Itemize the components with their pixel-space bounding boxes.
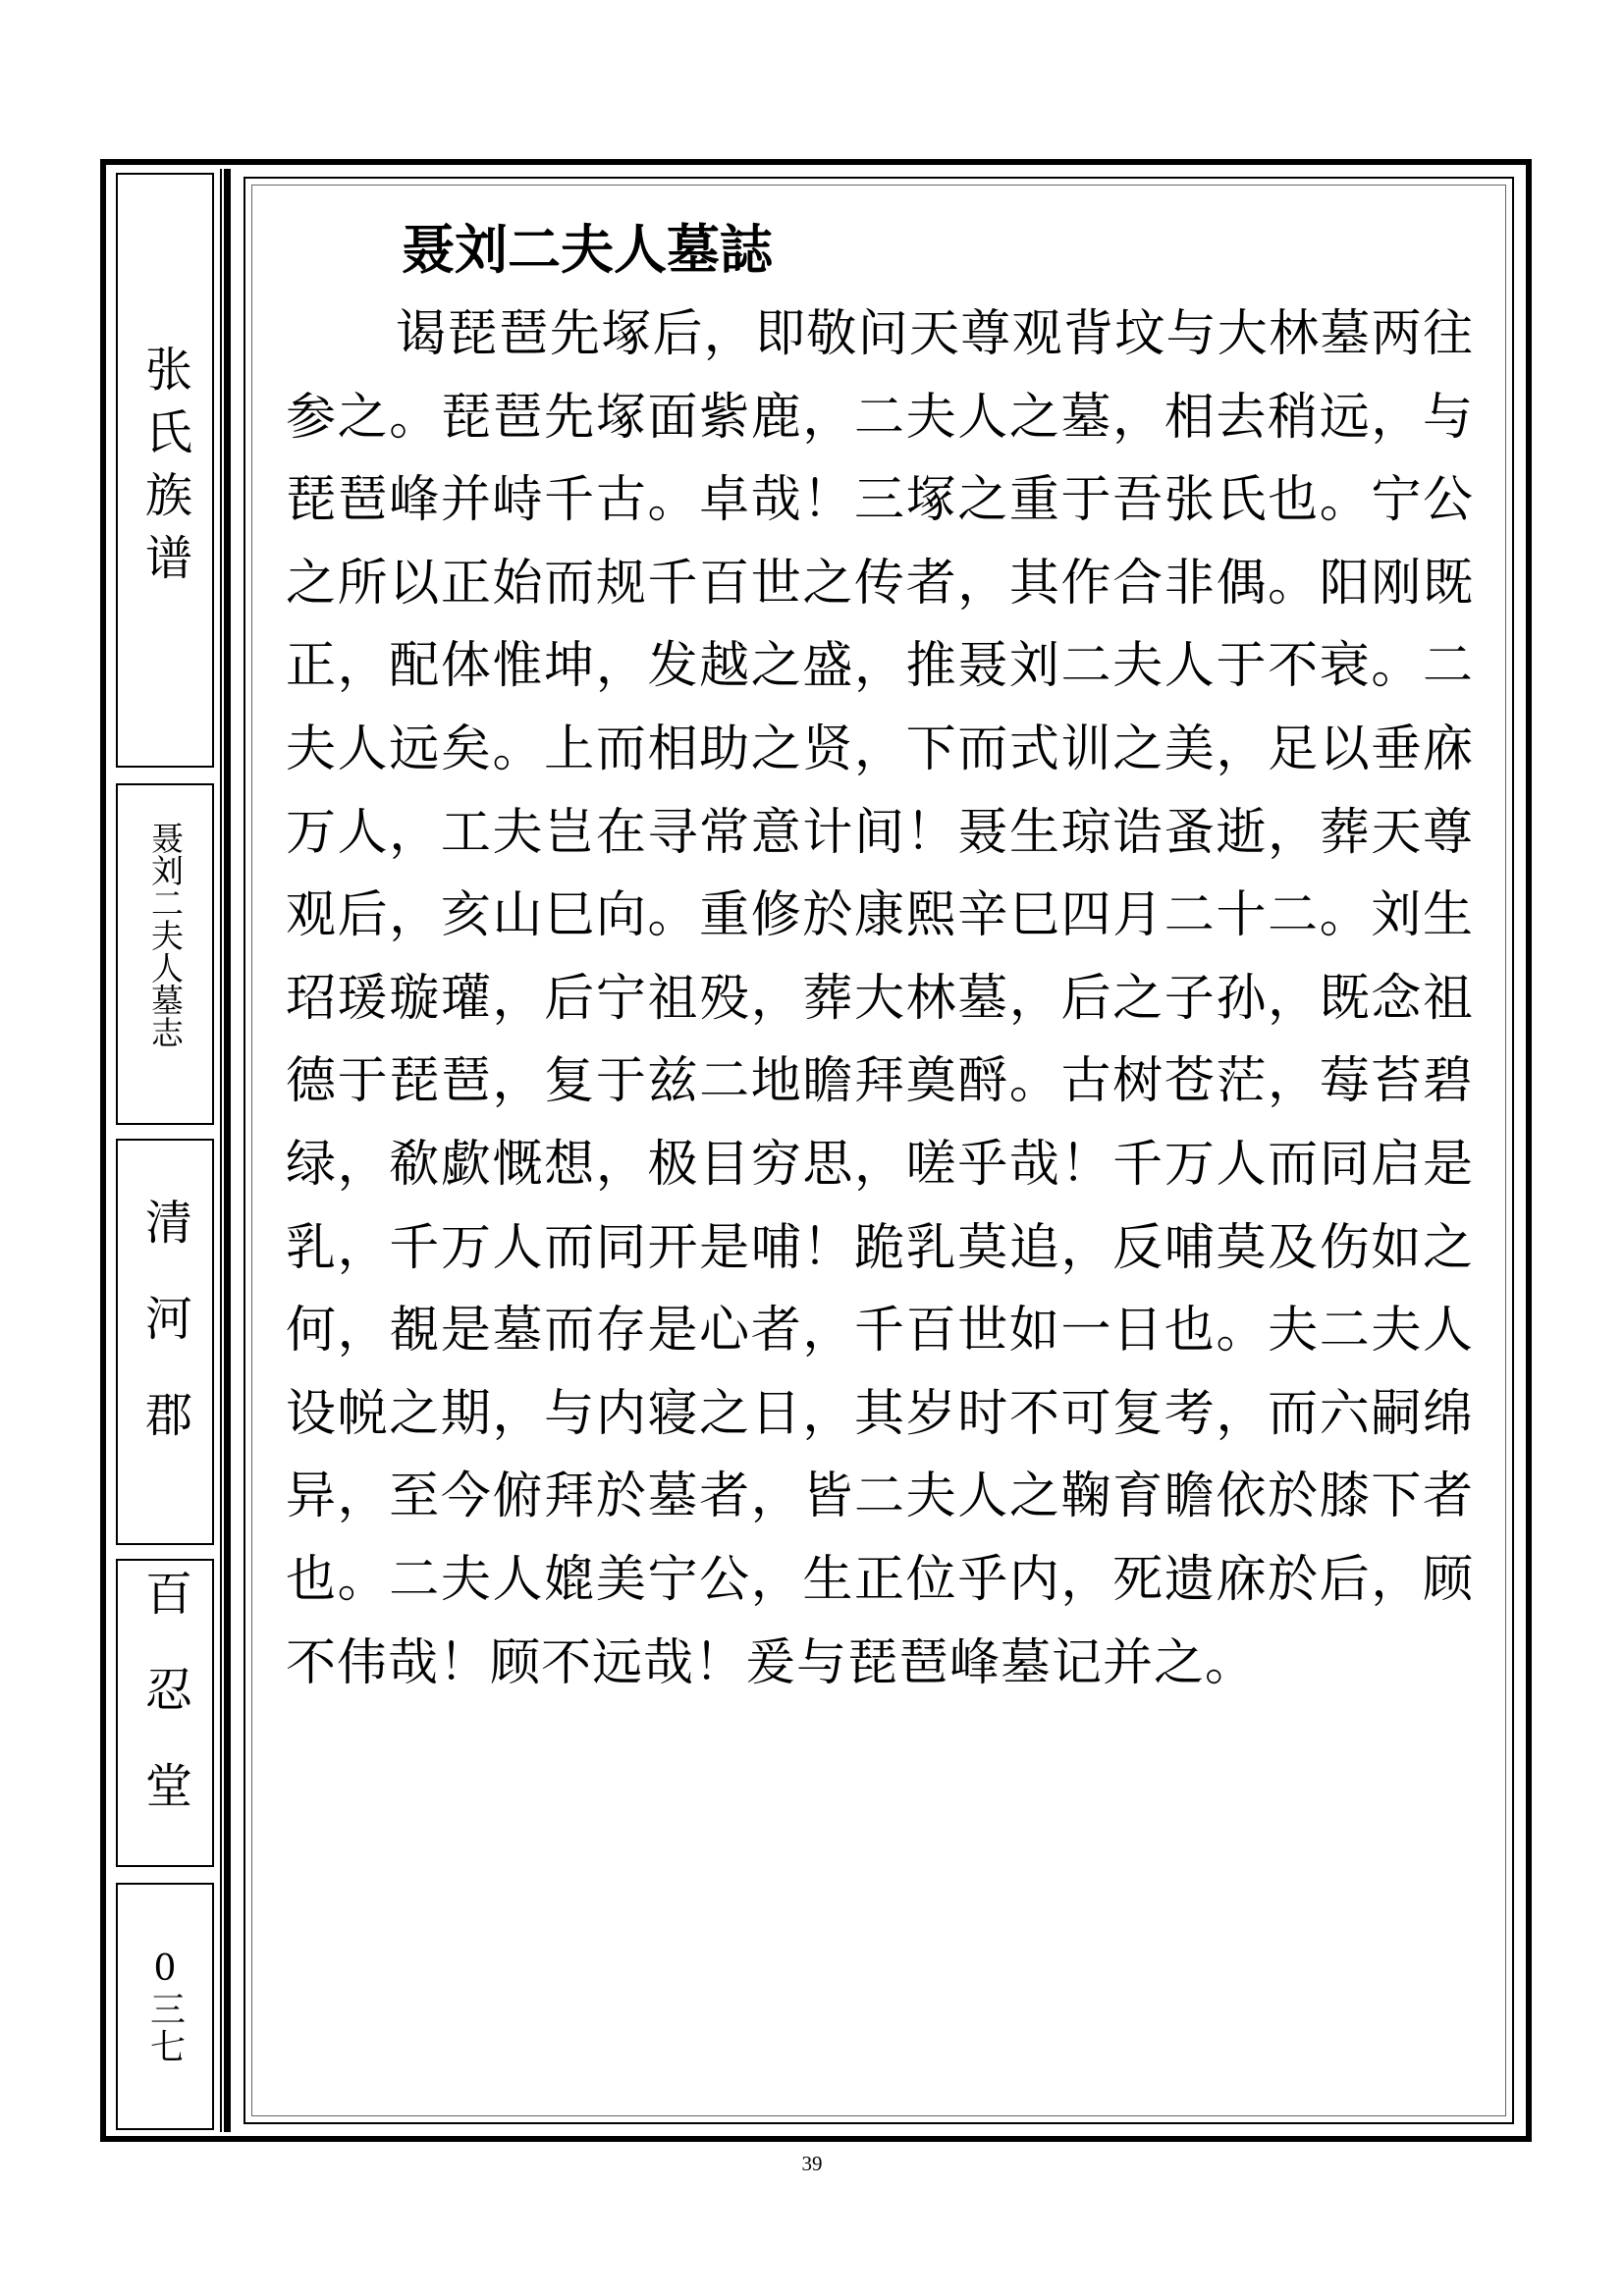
article-body: 谒琵琶先塚后，即敬问天尊观背坟与大林墓两往参之。琵琶先塚面紫鹿，二夫人之墓，相去稍远，与琵琶峰并峙千古。卓哉！三塚之重于吾张氏也。宁公之所以正始而规千百世之传者，其作合非偶。阳刚既正，配体惟坤，发越之盛，推聂刘二夫人于不衰。二夫人远矣。上而相助之贤，下而式训之美，足以垂庥万人，工夫岂在寻常意计间！聂生琼诰蚤逝，葬天尊观后，亥山巳向。重修於康熙辛巳四月二十二。刘生玿瑗璇瓘，后宁祖殁，葬大林墓，后之子孙，既念祖德于琵琶，复于兹二地瞻拜奠酹。古树苍茫，莓苔碧绿，欷歔慨想，极目穷思，嗟乎哉！千万人而同启是乳，千万人而同开是哺！跪乳莫追，反哺莫及伤如之何，覩是墓而存是心者，千百世如一日也。夫二夫人设帨之期，与内寝之日，其岁时不可复考，而六嗣绵异，至今俯拜於墓者，皆二夫人之鞠育瞻依於膝下者也。二夫人媲美宁公，生正位乎内，死遗庥於后，顾不伟哉！顾不远哉！爰与琵琶峰墓记并之。 <box>286 305 1474 1692</box>
hall-name: 百忍堂 <box>136 1569 192 1857</box>
content-frame <box>244 177 1514 2124</box>
side-column <box>110 169 222 2132</box>
book-title-cell <box>116 173 214 768</box>
footer-page-number: 39 <box>801 2152 823 2175</box>
page-label-cell <box>116 1883 214 2130</box>
article-title: 聂刘二夫人墓誌 <box>402 219 773 281</box>
page-frame <box>100 159 1532 2142</box>
commandery-cell <box>116 1139 214 1545</box>
divider-bar <box>224 169 231 2132</box>
hall-name-cell <box>116 1559 214 1867</box>
section-title: 聂刘二夫人墓志 <box>146 822 185 1048</box>
section-title-cell <box>116 783 214 1125</box>
page-label: 0三七 <box>144 1948 186 2065</box>
content-area <box>251 185 1506 2116</box>
book-title: 张氏族谱 <box>136 345 192 596</box>
commandery-name: 清河郡 <box>136 1198 192 1486</box>
